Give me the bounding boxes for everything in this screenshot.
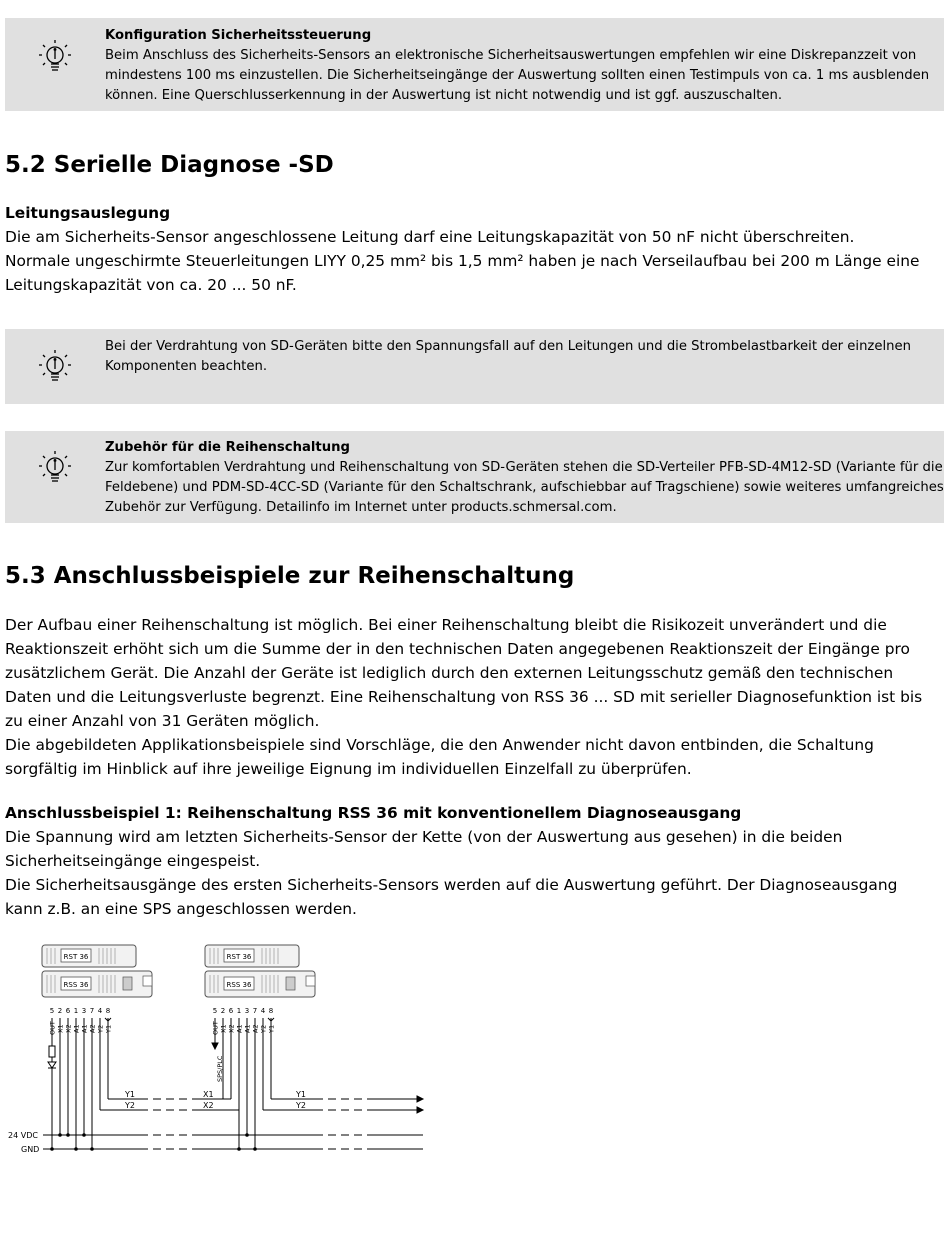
wiring-lines (43, 1018, 423, 1149)
text-line: sorgfältig im Hinblick auf ihre jeweilige Eignung im individuellen Einzelfall zu überprüfen. (5, 760, 692, 778)
wire-labels (8, 1090, 306, 1154)
x2-label: X2 (203, 1101, 214, 1110)
pin-name: Y2 (96, 1024, 105, 1033)
pin-name: OUT (48, 1021, 57, 1035)
text-line: Sicherheitseingänge eingespeist. (5, 852, 261, 870)
text-line: Die Spannung wird am letzten Sicherheits-Sensor der Kette (von der Auswertung aus gesehen) in die beiden (5, 828, 843, 846)
pin-number: 4 (97, 1007, 103, 1015)
actuator-label: RST 36 (63, 953, 89, 961)
pin-name: X1 (219, 1024, 228, 1033)
section-heading-5-3: 5.3 Anschlussbeispiele zur Reihenschaltung (5, 563, 575, 589)
info-box-text (105, 438, 944, 518)
pin-name: X1 (56, 1024, 65, 1033)
pin-number: 6 (228, 1007, 234, 1015)
pin-number: 7 (252, 1007, 258, 1015)
text-line: mindestens 100 ms einzustellen. Die Sicherheitseingänge der Auswertung sollten einen Testimpuls von ca. 1 ms ausblenden (105, 68, 930, 83)
lightbulb-icon (35, 348, 75, 388)
text-line: Zubehör zur Verfügung. Detailinfo im Internet unter products.schmersal.com. (105, 500, 617, 515)
pin-name: Y1 (267, 1024, 276, 1033)
info-box-wiring (5, 329, 944, 404)
paragraph-series-connection (5, 613, 940, 781)
pin-number: 1 (236, 1007, 242, 1015)
text-line: Die am Sicherheits-Sensor angeschlossene Leitung darf eine Leitungskapazität von 50 nF nicht überschreiten. (5, 228, 855, 246)
pin-name: OUT (211, 1021, 220, 1035)
pin-names-device-2 (212, 1021, 276, 1035)
sps-plc-label: SPS/PLC (216, 1055, 224, 1082)
text-line: zu einer Anzahl von 31 Geräten möglich. (5, 712, 320, 730)
info-box-title: Zubehör für die Reihenschaltung (105, 440, 350, 455)
text-line: Bei der Verdrahtung von SD-Geräten bitte den Spannungsfall auf den Leitungen und die Strombelastbarkeit der einzelnen (105, 339, 911, 354)
info-box-text (105, 337, 916, 377)
gnd-label: GND (21, 1145, 40, 1154)
text-line: Daten und die Leitungsverluste begrenzt. Eine Reihenschaltung von RSS 36 ... SD mit serieller Diagnosefunktion ist bis (5, 688, 923, 706)
info-box-title: Konfiguration Sicherheitssteuerung (105, 28, 372, 43)
actuator-label: RST 36 (226, 953, 252, 961)
lightbulb-icon (35, 38, 75, 78)
text-line: können. Eine Querschlusserkennung in der Auswertung ist nicht notwendig und ist ggf. auszuschalten. (105, 88, 783, 103)
y1-label-device-1: Y1 (125, 1090, 135, 1099)
pin-number: 1 (73, 1007, 79, 1015)
pin-number: 7 (89, 1007, 95, 1015)
wiring-diagram (5, 938, 430, 1163)
text-line: Die abgebildeten Applikationsbeispiele sind Vorschläge, die den Anwender nicht davon entbinden, die Schaltung (5, 736, 874, 754)
pin-number: 3 (81, 1007, 87, 1015)
pin-name: A2 (88, 1024, 97, 1033)
text-line: kann z.B. an eine SPS angeschlossen werden. (5, 900, 357, 918)
text-line: Zur komfortablen Verdrahtung und Reihenschaltung von SD-Geräten stehen die SD-Verteiler PFB-SD-4M12-SD (Variante für die (105, 460, 943, 475)
pin-number: 8 (105, 1007, 111, 1015)
text-line: Die Sicherheitsausgänge des ersten Sicherheits-Sensors werden auf die Auswertung geführt. Der Diagnoseausgang (5, 876, 898, 894)
paragraph-cable-design (5, 201, 940, 297)
pin-number: 5 (212, 1007, 218, 1015)
pin-name: A1 (243, 1024, 252, 1033)
paragraph-example-1 (5, 801, 940, 921)
pin-number: 4 (260, 1007, 266, 1015)
info-box-text (105, 26, 930, 106)
pin-name: A1 (80, 1024, 89, 1033)
text-line: Normale ungeschirmte Steuerleitungen LIYY 0,25 mm² bis 1,5 mm² haben je nach Verseilaufbau bei 200 m Länge eine (5, 252, 920, 270)
pin-name: A1 (235, 1024, 244, 1033)
pin-number: 2 (220, 1007, 226, 1015)
text-line: Leitungskapazität von ca. 20 ... 50 nF. (5, 276, 297, 294)
text-line: Reaktionszeit erhöht sich um die Summe der in den technischen Daten angegebenen Reaktionszeit der Eingänge pro (5, 640, 910, 658)
y2-label-device-2: Y2 (296, 1101, 306, 1110)
y2-label-device-1: Y2 (125, 1101, 135, 1110)
info-box-accessories (5, 431, 944, 523)
section-heading-5-2: 5.2 Serielle Diagnose -SD (5, 152, 334, 178)
sensor-label: RSS 36 (63, 981, 89, 989)
pin-numbers-device-2 (213, 1007, 273, 1015)
pin-numbers-device-1 (50, 1007, 110, 1015)
sensor-device-2 (205, 945, 315, 997)
text-line: Der Aufbau einer Reihenschaltung ist möglich. Bei einer Reihenschaltung bleibt die Risikozeit unverändert und die (5, 616, 887, 634)
info-box-configuration (5, 18, 944, 111)
subheading-example-1: Anschlussbeispiel 1: Reihenschaltung RSS 36 mit konventionellem Diagnoseausgang (5, 804, 742, 822)
pin-name: Y2 (259, 1024, 268, 1033)
pin-number: 5 (49, 1007, 55, 1015)
y1-label-device-2: Y1 (296, 1090, 306, 1099)
lightbulb-icon (35, 449, 75, 489)
text-line: Feldebene) und PDM-SD-4CC-SD (Variante für den Schaltschrank, aufschiebbar auf Tragschiene) sowie weiteres umfangreiches (105, 480, 944, 495)
pin-name: X2 (227, 1024, 236, 1033)
x1-label: X1 (203, 1090, 214, 1099)
pin-name: A2 (251, 1024, 260, 1033)
pin-number: 2 (57, 1007, 63, 1015)
pin-name: Y1 (104, 1024, 113, 1033)
junction-dots (50, 1133, 257, 1151)
supply-24vdc-label: 24 VDC (8, 1131, 38, 1140)
pin-name: X2 (64, 1024, 73, 1033)
subheading-leitungsauslegung: Leitungsauslegung (5, 204, 171, 222)
sensor-label: RSS 36 (226, 981, 252, 989)
pin-number: 8 (268, 1007, 274, 1015)
text-line: Beim Anschluss des Sicherheits-Sensors an elektronische Sicherheitsauswertungen empfehlen wir eine Diskrepanzzeit von (105, 48, 917, 63)
text-line: zusätzlichem Gerät. Die Anzahl der Geräte ist lediglich durch den externen Leitungsschutz gemäß den technischen (5, 664, 894, 682)
pin-number: 3 (244, 1007, 250, 1015)
pin-names-device-1 (49, 1021, 113, 1035)
sensor-device-1 (42, 945, 152, 997)
text-line: Komponenten beachten. (105, 359, 268, 374)
pin-name: A1 (72, 1024, 81, 1033)
pin-number: 6 (65, 1007, 71, 1015)
